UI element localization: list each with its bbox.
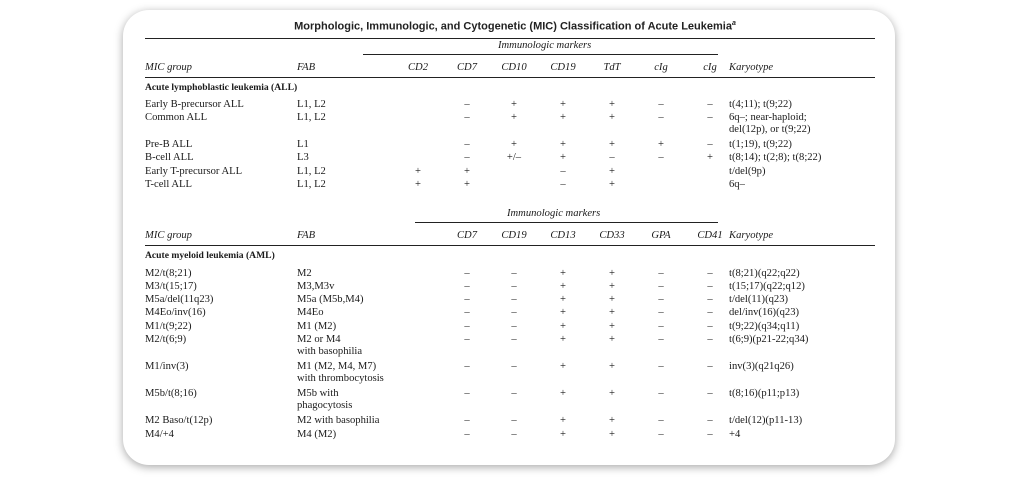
marker-value: – xyxy=(464,415,470,426)
marker-value: + xyxy=(560,321,566,332)
mic-group-cell: M2 Baso/t(12p) xyxy=(145,415,213,426)
marker-value: + xyxy=(609,281,615,292)
marker-value: + xyxy=(560,429,566,440)
marker-value: + xyxy=(560,152,566,163)
marker-value: – xyxy=(511,415,517,426)
marker-value: + xyxy=(511,112,517,123)
marker-value: – xyxy=(658,307,664,318)
marker-value: + xyxy=(415,179,421,190)
mic-group-cell: M4/+4 xyxy=(145,429,174,440)
col-header-marker-2: CD33 xyxy=(599,230,625,241)
karyotype-cell: t(4;11); t(9;22) xyxy=(729,99,792,110)
marker-value: – xyxy=(464,307,470,318)
marker-value: – xyxy=(464,294,470,305)
marker-value: + xyxy=(609,139,615,150)
karyotype-cell: t(6;9)(p21-22;q34) xyxy=(729,334,809,345)
marker-value: – xyxy=(511,294,517,305)
marker-value: + xyxy=(511,139,517,150)
mic-group-cell: Early T-precursor ALL xyxy=(145,166,243,177)
marker-value: + xyxy=(707,152,713,163)
marker-value: – xyxy=(464,99,470,110)
marker-value: + xyxy=(609,429,615,440)
marker-value: – xyxy=(464,112,470,123)
marker-value: – xyxy=(707,307,713,318)
mic-group-cell: M3/t(15;17) xyxy=(145,281,197,292)
karyotype-cell: t/del(9p) xyxy=(729,166,766,177)
marker-value: + xyxy=(658,139,664,150)
karyotype-cell: t/del(12)(p11-13) xyxy=(729,415,803,426)
marker-value: + xyxy=(609,361,615,372)
marker-value: + xyxy=(609,268,615,279)
marker-value: – xyxy=(464,361,470,372)
marker-value: + xyxy=(609,112,615,123)
immuno-markers-header: Immunologic markers xyxy=(498,40,592,51)
marker-value: + xyxy=(560,307,566,318)
marker-value: + xyxy=(560,388,566,399)
marker-value: + xyxy=(609,415,615,426)
karyotype-cell: t/del(11)(q23) xyxy=(729,294,789,305)
fab-cell: M2 with basophilia xyxy=(297,415,380,426)
marker-value: – xyxy=(707,334,713,345)
karyotype-cell: 6q– xyxy=(729,179,745,190)
marker-value: – xyxy=(464,139,470,150)
marker-value: – xyxy=(464,429,470,440)
marker-value: + xyxy=(560,281,566,292)
marker-value: – xyxy=(707,268,713,279)
marker-value: – xyxy=(511,281,517,292)
marker-value: – xyxy=(707,281,713,292)
marker-value: – xyxy=(658,112,664,123)
col-header-marker-2: CD19 xyxy=(501,230,527,241)
karyotype-cell: inv(3)(q21q26) xyxy=(729,361,794,372)
marker-value: – xyxy=(707,361,713,372)
header-rule-1 xyxy=(145,77,875,78)
marker-value: + xyxy=(560,268,566,279)
immuno-markers-rule-2 xyxy=(415,222,718,223)
marker-value: – xyxy=(658,152,664,163)
karyotype-cell: del/inv(16)(q23) xyxy=(729,307,800,318)
karyotype-cell: t(8;16)(p11;p13) xyxy=(729,388,800,399)
mic-group-cell: T-cell ALL xyxy=(145,179,192,190)
col-header-fab: FAB xyxy=(297,62,316,73)
fab-cell: M5b with phagocytosis xyxy=(297,388,353,411)
col-header-marker-2: GPA xyxy=(651,230,671,241)
title-footnote-marker: a xyxy=(731,20,736,27)
fab-cell: L3 xyxy=(297,152,309,163)
mic-group-cell: M1/inv(3) xyxy=(145,361,189,372)
marker-value: + xyxy=(609,166,615,177)
marker-value: – xyxy=(658,361,664,372)
marker-value: + xyxy=(609,99,615,110)
marker-value: + xyxy=(560,361,566,372)
marker-value: + xyxy=(464,166,470,177)
marker-value: – xyxy=(560,166,566,177)
marker-value: – xyxy=(707,139,713,150)
marker-value: – xyxy=(511,429,517,440)
marker-value: + xyxy=(560,415,566,426)
marker-value: – xyxy=(511,361,517,372)
col-header-mic-group: MIC group xyxy=(145,62,192,73)
col-header-marker: CD10 xyxy=(501,62,527,73)
marker-value: – xyxy=(511,334,517,345)
fab-cell: M4Eo xyxy=(297,307,324,318)
marker-value: – xyxy=(707,415,713,426)
marker-value: – xyxy=(707,388,713,399)
marker-value: – xyxy=(511,321,517,332)
fab-cell: M2 or M4 with basophilia xyxy=(297,334,363,357)
marker-value: – xyxy=(511,307,517,318)
col-header-marker: TdT xyxy=(603,62,621,73)
mic-group-cell: M5a/del(11q23) xyxy=(145,294,214,305)
marker-value: – xyxy=(658,321,664,332)
mic-group-cell: M1/t(9;22) xyxy=(145,321,192,332)
col-header-karyotype: Karyotype xyxy=(729,62,774,73)
marker-value: – xyxy=(707,321,713,332)
marker-value: + xyxy=(560,99,566,110)
col-header-marker: CD2 xyxy=(407,62,428,73)
mic-group-cell: Pre-B ALL xyxy=(145,139,193,150)
fab-cell: L1, L2 xyxy=(297,179,326,190)
fab-cell: M3,M3v xyxy=(297,281,335,292)
fab-cell: L1, L2 xyxy=(297,99,326,110)
marker-value: – xyxy=(560,179,566,190)
immuno-markers-rule xyxy=(363,54,718,55)
marker-value: – xyxy=(511,388,517,399)
fab-cell: M1 (M2) xyxy=(297,321,337,332)
immuno-markers-header-2: Immunologic markers xyxy=(507,208,601,219)
marker-value: + xyxy=(511,99,517,110)
marker-value: + xyxy=(609,179,615,190)
marker-value: + xyxy=(560,294,566,305)
marker-value: – xyxy=(464,152,470,163)
marker-value: + xyxy=(609,294,615,305)
col-header-marker-2: CD7 xyxy=(456,230,477,241)
fab-cell: M1 (M2, M4, M7) with thrombocytosis xyxy=(297,361,384,384)
mic-group-cell: Common ALL xyxy=(145,112,208,123)
marker-value: – xyxy=(511,268,517,279)
section-title-all: Acute lymphoblastic leukemia (ALL) xyxy=(145,82,298,93)
col-header-karyotype-2: Karyotype xyxy=(729,230,774,241)
marker-value: – xyxy=(707,112,713,123)
table-title: Morphologic, Immunologic, and Cytogenetic (MIC) Classification of Acute Leukemia$^a$ xyxy=(294,20,736,33)
marker-value: + xyxy=(609,334,615,345)
col-header-marker: cIg xyxy=(654,62,668,73)
karyotype-cell: 6q–; near-haploid; del(12p), or t(9;22) xyxy=(729,112,811,135)
header-rule-2 xyxy=(145,245,875,246)
col-header-marker-2: CD13 xyxy=(550,230,576,241)
marker-value: – xyxy=(464,388,470,399)
marker-value: + xyxy=(560,139,566,150)
col-header-marker: CD19 xyxy=(550,62,576,73)
marker-value: – xyxy=(707,429,713,440)
marker-value: + xyxy=(464,179,470,190)
fab-cell: M2 xyxy=(297,268,312,279)
marker-value: – xyxy=(658,268,664,279)
slide-card xyxy=(123,10,895,465)
marker-value: – xyxy=(707,294,713,305)
marker-value: – xyxy=(658,281,664,292)
mic-group-cell: Early B-precursor ALL xyxy=(145,99,244,110)
karyotype-cell: t(9;22)(q34;q11) xyxy=(729,321,800,332)
karyotype-cell: t(8;14); t(2;8); t(8;22) xyxy=(729,152,822,163)
karyotype-cell: t(15;17)(q22;q12) xyxy=(729,281,805,292)
col-header-marker: cIg xyxy=(703,62,717,73)
marker-value: + xyxy=(415,166,421,177)
fab-cell: L1, L2 xyxy=(297,166,326,177)
col-header-marker: CD7 xyxy=(456,62,477,73)
marker-value: – xyxy=(464,268,470,279)
marker-value: – xyxy=(464,334,470,345)
marker-value: + xyxy=(609,388,615,399)
top-rule xyxy=(145,38,875,39)
marker-value: – xyxy=(658,334,664,345)
fab-cell: M5a (M5b,M4) xyxy=(297,294,364,305)
marker-value: + xyxy=(609,321,615,332)
marker-value: – xyxy=(658,99,664,110)
karyotype-cell: t(8;21)(q22;q22) xyxy=(729,268,800,279)
marker-value: – xyxy=(464,321,470,332)
mic-group-cell: M2/t(8;21) xyxy=(145,268,192,279)
col-header-fab-2: FAB xyxy=(297,230,316,241)
karyotype-cell: +4 xyxy=(729,429,741,440)
fab-cell: L1, L2 xyxy=(297,112,326,123)
fab-cell: L1 xyxy=(297,139,309,150)
marker-value: – xyxy=(658,429,664,440)
marker-value: + xyxy=(560,112,566,123)
mic-group-cell: B-cell ALL xyxy=(145,152,194,163)
marker-value: – xyxy=(707,99,713,110)
mic-group-cell: M4Eo/inv(16) xyxy=(145,307,206,318)
marker-value: – xyxy=(658,388,664,399)
marker-value: +/– xyxy=(506,152,522,163)
col-header-mic-group-2: MIC group xyxy=(145,230,192,241)
marker-value: – xyxy=(658,415,664,426)
marker-value: + xyxy=(560,334,566,345)
marker-value: – xyxy=(609,152,615,163)
col-header-marker-2: CD41 xyxy=(697,230,723,241)
karyotype-cell: t(1;19), t(9;22) xyxy=(729,139,792,150)
section-title-aml: Acute myeloid leukemia (AML) xyxy=(145,250,275,261)
marker-value: + xyxy=(609,307,615,318)
fab-cell: M4 (M2) xyxy=(297,429,337,440)
marker-value: – xyxy=(464,281,470,292)
mic-group-cell: M5b/t(8;16) xyxy=(145,388,197,399)
marker-value: – xyxy=(658,294,664,305)
mic-group-cell: M2/t(6;9) xyxy=(145,334,187,345)
